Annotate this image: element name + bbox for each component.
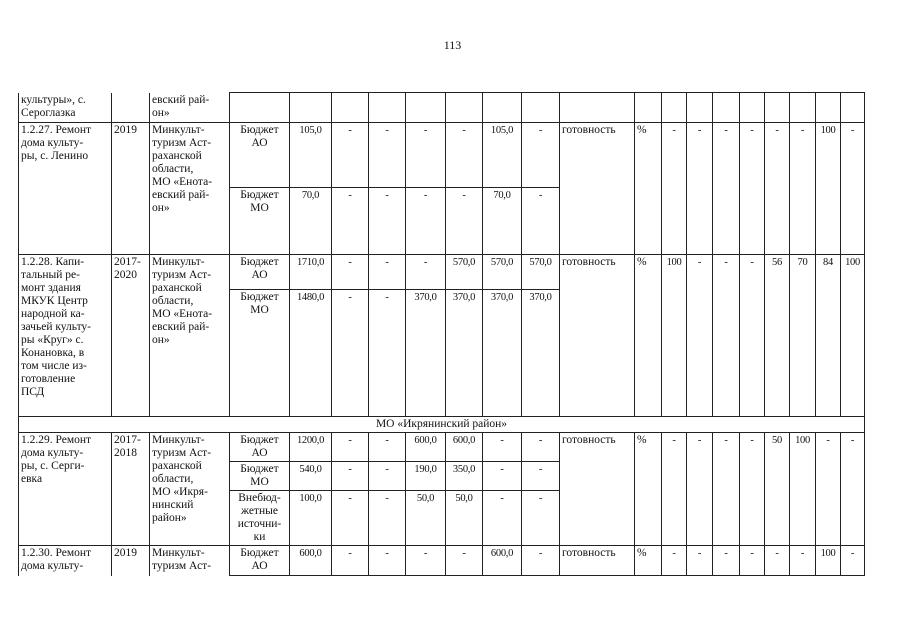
indicator-cell: готовность [560, 546, 635, 576]
funding-value-cell: 370,0 [522, 290, 560, 417]
empty-cell [230, 93, 290, 123]
organization-cell: Минкульт- туризм Аст- раханской области, МО «Енота- евский рай- он» [150, 123, 230, 255]
year-cell [112, 93, 150, 123]
target-value-cell: 100 [841, 255, 865, 417]
organization-cell: евский рай- он» [150, 93, 230, 123]
funding-value-cell: - [406, 546, 446, 576]
funding-value-cell: - [406, 188, 446, 255]
target-value-cell: - [765, 123, 790, 255]
funding-value-cell: 600,0 [290, 546, 332, 576]
target-value-cell: - [740, 546, 765, 576]
target-value-cell: - [765, 546, 790, 576]
funding-source-cell: Бюджет МО [230, 290, 290, 417]
funding-value-cell: 70,0 [290, 188, 332, 255]
empty-cell [406, 93, 446, 123]
funding-value-cell: - [522, 546, 560, 576]
unit-cell: % [635, 433, 662, 546]
funding-value-cell: - [483, 462, 522, 491]
target-value-cell: - [713, 546, 740, 576]
target-value-cell: 100 [662, 255, 687, 417]
target-value-cell: 70 [790, 255, 816, 417]
target-value-cell: - [687, 255, 713, 417]
funding-value-cell: 370,0 [406, 290, 446, 417]
funding-value-cell: 370,0 [483, 290, 522, 417]
funding-value-cell: - [332, 546, 369, 576]
table-row [19, 123, 865, 188]
funding-source-cell: Бюджет АО [230, 123, 290, 188]
funding-value-cell: 600,0 [483, 546, 522, 576]
table-row [19, 433, 865, 462]
target-value-cell: - [841, 123, 865, 255]
funding-value-cell: - [332, 290, 369, 417]
table-row [19, 546, 865, 576]
funding-value-cell: - [332, 462, 369, 491]
section-row [19, 417, 865, 433]
target-value-cell: - [790, 123, 816, 255]
funding-value-cell: 540,0 [290, 462, 332, 491]
indicator-cell: готовность [560, 123, 635, 255]
funding-value-cell: 350,0 [446, 462, 483, 491]
item-name-cell: 1.2.27. Ремонт дома культу- ры, с. Ленино [19, 123, 112, 255]
funding-value-cell: - [483, 433, 522, 462]
year-cell: 2019 [112, 123, 150, 255]
target-value-cell: 50 [765, 433, 790, 546]
target-value-cell: 56 [765, 255, 790, 417]
empty-cell [765, 93, 790, 123]
funding-source-cell: Бюджет МО [230, 188, 290, 255]
empty-cell [522, 93, 560, 123]
funding-value-cell: - [522, 188, 560, 255]
indicator-cell: готовность [560, 255, 635, 417]
target-value-cell: - [662, 546, 687, 576]
funding-value-cell: - [332, 433, 369, 462]
funding-value-cell: - [446, 546, 483, 576]
unit-cell: % [635, 255, 662, 417]
funding-value-cell: - [332, 123, 369, 188]
empty-cell [483, 93, 522, 123]
funding-value-cell: 105,0 [290, 123, 332, 188]
funding-value-cell: - [446, 188, 483, 255]
empty-cell [740, 93, 765, 123]
funding-value-cell: 570,0 [446, 255, 483, 290]
funding-value-cell: 600,0 [446, 433, 483, 462]
target-value-cell: - [713, 123, 740, 255]
target-value-cell: - [740, 433, 765, 546]
target-value-cell: - [841, 546, 865, 576]
funding-value-cell: - [369, 462, 406, 491]
funding-value-cell: - [522, 433, 560, 462]
funding-value-cell: 370,0 [446, 290, 483, 417]
funding-value-cell: - [369, 491, 406, 546]
funding-value-cell: - [369, 123, 406, 188]
program-table [18, 92, 865, 576]
funding-value-cell: - [369, 290, 406, 417]
funding-value-cell: - [522, 123, 560, 188]
funding-value-cell: 70,0 [483, 188, 522, 255]
organization-cell: Минкульт- туризм Аст- [150, 546, 230, 576]
empty-cell [687, 93, 713, 123]
funding-source-cell: Бюджет АО [230, 255, 290, 290]
funding-source-cell: Бюджет МО [230, 462, 290, 491]
item-name-cell: 1.2.28. Капи- тальный ре- монт здания МКУК Центр народной ка- зачьей культу- ры «Круг» с. Конановка, в том числе из- готовление ПСД [19, 255, 112, 417]
empty-cell [290, 93, 332, 123]
indicator-cell: готовность [560, 433, 635, 546]
funding-source-cell: Бюджет АО [230, 433, 290, 462]
table-row [19, 93, 865, 123]
target-value-cell: 84 [816, 255, 841, 417]
section-title: МО «Икрянинский район» [19, 417, 865, 433]
funding-value-cell: 570,0 [483, 255, 522, 290]
unit-cell: % [635, 546, 662, 576]
target-value-cell: - [841, 433, 865, 546]
page-number: 113 [443, 38, 462, 52]
target-value-cell: - [662, 433, 687, 546]
target-value-cell: - [740, 255, 765, 417]
target-value-cell: - [816, 433, 841, 546]
target-value-cell: - [662, 123, 687, 255]
funding-value-cell: 100,0 [290, 491, 332, 546]
funding-value-cell: 1200,0 [290, 433, 332, 462]
funding-value-cell: 1710,0 [290, 255, 332, 290]
funding-value-cell: 50,0 [406, 491, 446, 546]
funding-value-cell: - [332, 491, 369, 546]
funding-value-cell: - [522, 491, 560, 546]
funding-value-cell: - [369, 255, 406, 290]
funding-value-cell: 50,0 [446, 491, 483, 546]
funding-value-cell: - [522, 462, 560, 491]
funding-source-cell: Внебюд- жетные источни- ки [230, 491, 290, 546]
funding-value-cell: - [406, 255, 446, 290]
funding-value-cell: - [369, 433, 406, 462]
item-name-cell: 1.2.29. Ремонт дома культу- ры, с. Серги- евка [19, 433, 112, 546]
empty-cell [662, 93, 687, 123]
empty-cell [332, 93, 369, 123]
empty-cell [790, 93, 816, 123]
empty-cell [841, 93, 865, 123]
target-value-cell: - [740, 123, 765, 255]
empty-cell [446, 93, 483, 123]
target-value-cell: - [687, 123, 713, 255]
target-value-cell: - [790, 546, 816, 576]
item-name-cell: культуры», с. Сероглазка [19, 93, 112, 123]
organization-cell: Минкульт- туризм Аст- раханской области, МО «Икря- нинский район» [150, 433, 230, 546]
funding-value-cell: - [332, 255, 369, 290]
empty-cell [635, 93, 662, 123]
target-value-cell: 100 [816, 123, 841, 255]
funding-value-cell: - [406, 123, 446, 188]
funding-source-cell: Бюджет АО [230, 546, 290, 576]
target-value-cell: - [687, 433, 713, 546]
funding-value-cell: 570,0 [522, 255, 560, 290]
year-cell: 2017- 2020 [112, 255, 150, 417]
empty-cell [560, 93, 635, 123]
item-name-cell: 1.2.30. Ремонт дома культу- [19, 546, 112, 576]
funding-value-cell: 600,0 [406, 433, 446, 462]
funding-value-cell: - [483, 491, 522, 546]
funding-value-cell: 105,0 [483, 123, 522, 188]
target-value-cell: - [687, 546, 713, 576]
target-value-cell: 100 [790, 433, 816, 546]
funding-value-cell: 1480,0 [290, 290, 332, 417]
empty-cell [713, 93, 740, 123]
empty-cell [369, 93, 406, 123]
unit-cell: % [635, 123, 662, 255]
funding-value-cell: 190,0 [406, 462, 446, 491]
target-value-cell: - [713, 433, 740, 546]
organization-cell: Минкульт- туризм Аст- раханской области, МО «Енота- евский рай- он» [150, 255, 230, 417]
funding-value-cell: - [369, 546, 406, 576]
funding-value-cell: - [369, 188, 406, 255]
target-value-cell: - [713, 255, 740, 417]
empty-cell [816, 93, 841, 123]
year-cell: 2017- 2018 [112, 433, 150, 546]
year-cell: 2019 [112, 546, 150, 576]
target-value-cell: 100 [816, 546, 841, 576]
funding-value-cell: - [446, 123, 483, 188]
table-row [19, 255, 865, 290]
funding-value-cell: - [332, 188, 369, 255]
